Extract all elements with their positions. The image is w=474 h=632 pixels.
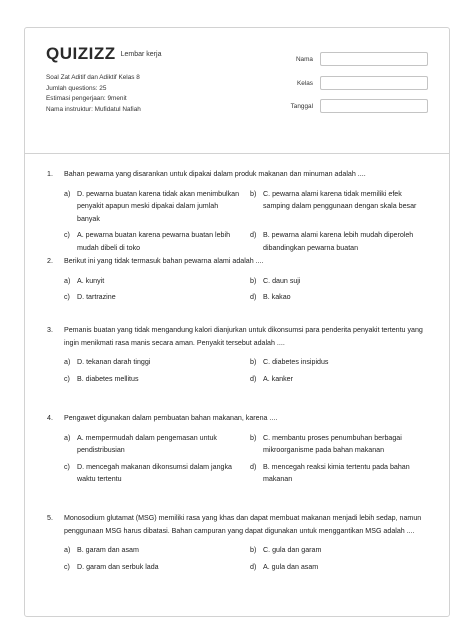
option-letter: b) — [250, 276, 257, 285]
option-text: C. gula dan garam — [263, 546, 322, 554]
option-c[interactable] — [64, 373, 250, 386]
option-letter: b) — [250, 546, 257, 554]
option-text: D. tekanan darah tinggi — [77, 358, 151, 366]
question-number: 3. — [47, 326, 53, 334]
option-d[interactable] — [250, 461, 426, 486]
option-a[interactable] — [64, 188, 250, 226]
answer-options — [64, 356, 431, 385]
option-c[interactable] — [64, 291, 250, 304]
answer-options — [64, 544, 431, 573]
option-a[interactable] — [64, 544, 250, 557]
option-letter: c) — [64, 562, 70, 571]
option-text: C. daun suji — [263, 276, 301, 285]
quizizz-logo — [46, 44, 161, 64]
question-text: Pemanis buatan yang tidak mengandung kalori dianjurkan untuk dikonsumsi para penderita penyakit tertentu yang ingin menikmati rasa manis secara aman. Penyakit tersebut adalah .... — [64, 326, 423, 347]
option-letter: c) — [64, 231, 70, 239]
option-letter: b) — [250, 358, 257, 366]
class-input[interactable] — [320, 76, 428, 90]
option-text: A. kanker — [263, 374, 293, 383]
option-text: D. pewarna buatan karena tidak akan menimbulkan penyakit apapun meski dipakai dalam jumlah banyak — [77, 189, 240, 223]
option-b[interactable] — [250, 544, 426, 557]
question-text: Berikut ini yang tidak termasuk bahan pewarna alami adalah .... — [64, 257, 264, 265]
question-number: 5. — [47, 514, 53, 522]
question-2 — [47, 255, 431, 304]
option-letter: b) — [250, 189, 257, 198]
option-text: D. tartrazine — [77, 293, 116, 301]
option-c[interactable] — [64, 229, 250, 254]
answer-options — [64, 275, 431, 304]
answer-options — [64, 432, 431, 486]
class-label: Kelas — [297, 79, 313, 87]
question-text: Monosodium glutamat (MSG) memiliki rasa yang khas dan dapat membuat makanan menjadi lebih sedap, namun penggunaan MSG harus dibatasi. Bahan campuran yang dapat digunakan untuk menggantikan MSG adalah .... — [64, 514, 422, 535]
option-text: B. kakao — [263, 293, 291, 301]
option-d[interactable] — [250, 229, 426, 254]
option-letter: c) — [64, 462, 70, 471]
option-letter: c) — [64, 374, 70, 383]
question-3 — [47, 324, 431, 385]
question-number: 4. — [47, 414, 53, 422]
option-text: B. diabetes mellitus — [77, 374, 139, 383]
option-b[interactable] — [250, 432, 426, 457]
estimated-time: Estimasi pengerjaan: 9menit — [46, 95, 127, 102]
option-text: D. mencegah makanan dikonsumsi dalam jangka waktu tertentu — [77, 462, 232, 483]
option-text: A. mempermudah dalam pengemasan untuk pendistribusian — [77, 433, 217, 454]
option-letter: d) — [250, 462, 257, 471]
option-text: C. membantu proses penumbuhan berbagai mikroorganisme pada bahan makanan — [263, 433, 402, 454]
option-letter: a) — [64, 276, 71, 285]
worksheet-label: Lembar kerja — [120, 51, 162, 58]
question-1 — [47, 168, 431, 254]
option-letter: d) — [250, 231, 257, 239]
option-a[interactable] — [64, 432, 250, 457]
option-c[interactable] — [64, 561, 250, 574]
option-a[interactable] — [64, 356, 250, 369]
option-letter: a) — [64, 189, 71, 198]
option-d[interactable] — [250, 561, 426, 574]
option-b[interactable] — [250, 356, 426, 369]
option-letter: d) — [250, 562, 257, 571]
option-letter: a) — [64, 546, 71, 554]
name-label: Nama — [295, 55, 313, 63]
question-count: Jumlah questions: 25 — [46, 84, 107, 92]
date-label: Tanggal — [290, 102, 313, 110]
option-letter: d) — [250, 293, 257, 301]
question-5 — [47, 512, 431, 573]
option-b[interactable] — [250, 275, 426, 288]
class-field — [283, 76, 428, 90]
option-d[interactable] — [250, 291, 426, 304]
option-c[interactable] — [64, 461, 250, 486]
option-letter: d) — [250, 374, 257, 383]
option-text: C. diabetes insipidus — [263, 358, 329, 366]
question-text: Bahan pewarna yang disarankan untuk dipakai dalam produk makanan dan minuman adalah .... — [64, 170, 366, 178]
option-letter: a) — [64, 358, 71, 366]
question-number: 1. — [47, 170, 53, 178]
option-a[interactable] — [64, 275, 250, 288]
instructor-name: Nama instruktur: Mufidatul Nafiah — [46, 105, 141, 113]
option-text: A. gula dan asam — [263, 562, 319, 571]
option-text: B. mencegah reaksi kimia tertentu pada bahan makanan — [263, 462, 410, 483]
question-text: Pengawet digunakan dalam pembuatan bahan makanan, karena .... — [64, 414, 278, 422]
worksheet-info — [46, 73, 141, 115]
option-letter: c) — [64, 293, 70, 301]
name-input[interactable] — [320, 52, 428, 66]
option-text: B. garam dan asam — [77, 546, 139, 554]
name-field — [283, 52, 428, 66]
worksheet — [24, 27, 450, 617]
option-b[interactable] — [250, 188, 426, 226]
option-text: C. pewarna alami karena tidak memiliki efek samping dalam penggunaan dengan skala besar — [263, 189, 417, 210]
option-text: B. pewarna alami karena lebih mudah diperoleh dibandingkan pewarna buatan — [263, 231, 414, 252]
question-4 — [47, 412, 431, 486]
date-field — [283, 99, 428, 113]
option-text: D. garam dan serbuk lada — [77, 562, 159, 571]
option-letter: a) — [64, 433, 71, 442]
option-text: A. kunyit — [77, 276, 105, 285]
header-divider — [25, 153, 449, 154]
date-input[interactable] — [320, 99, 428, 113]
question-number: 2. — [47, 257, 53, 265]
option-letter: b) — [250, 433, 257, 442]
option-text: A. pewarna buatan karena pewarna buatan lebih mudah dibeli di toko — [77, 231, 231, 252]
answer-options — [64, 188, 431, 255]
option-d[interactable] — [250, 373, 426, 386]
logo-wordmark: QUIZIZZ — [46, 44, 116, 63]
worksheet-title: Soal Zat Aditif dan Adiktif Kelas 8 — [46, 74, 140, 81]
